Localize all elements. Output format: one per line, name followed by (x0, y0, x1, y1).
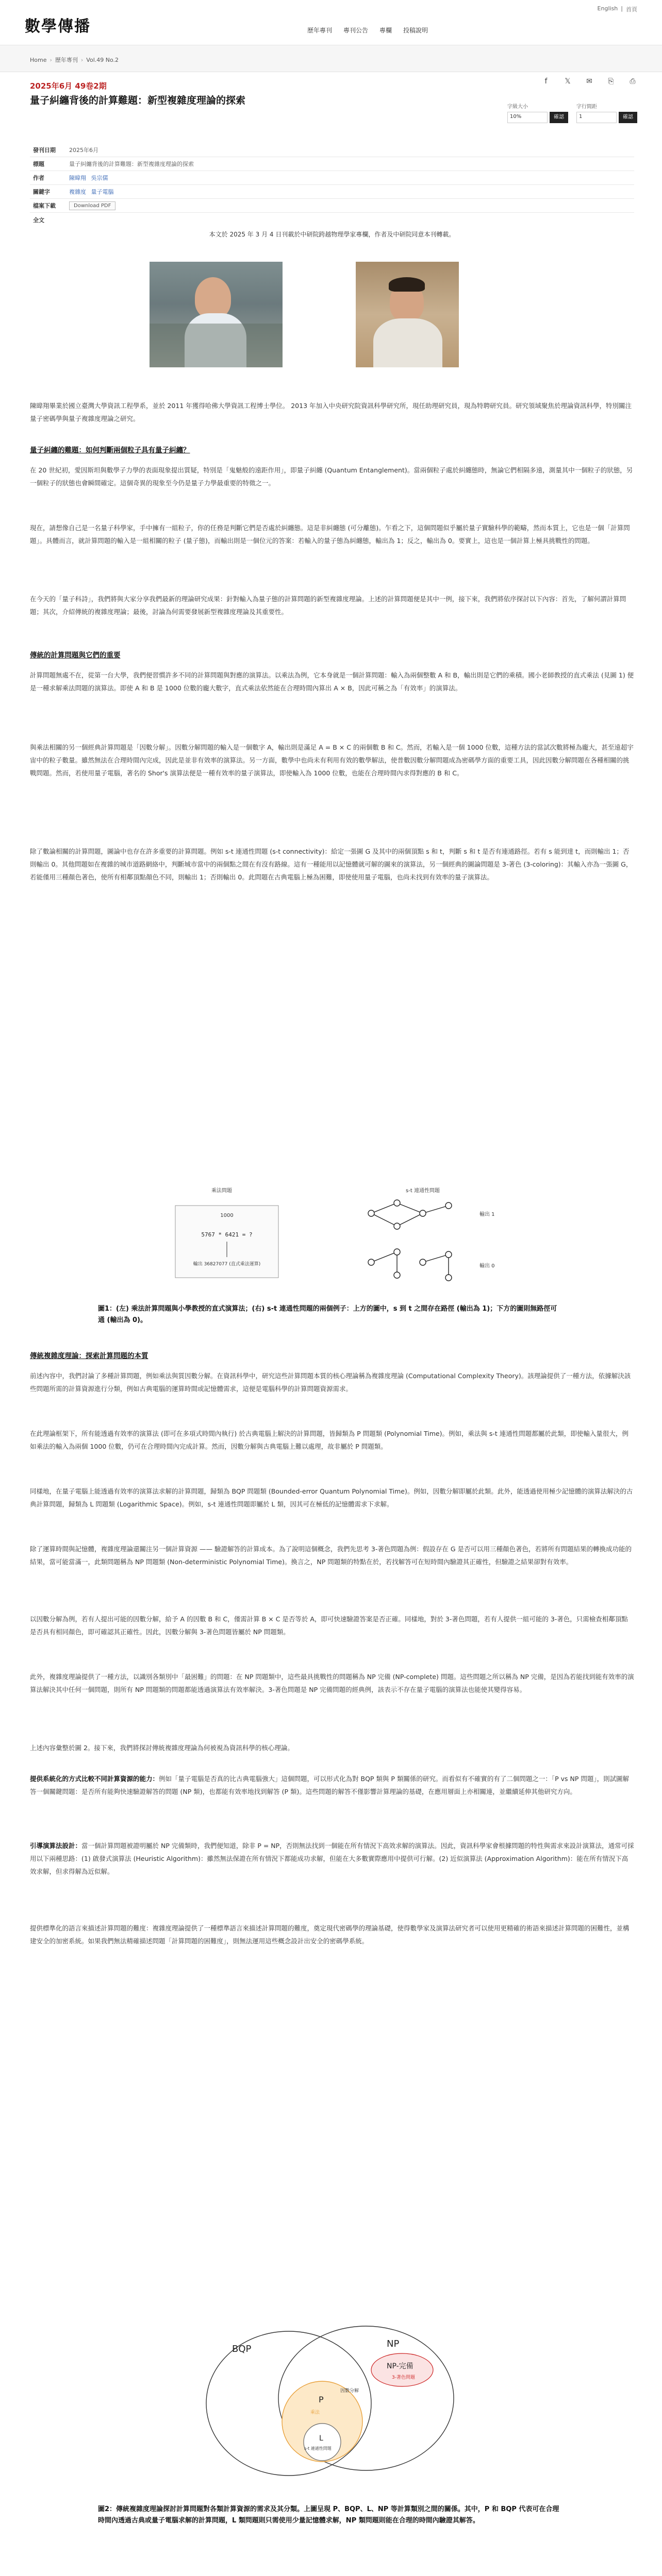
paragraph-text: 例如「量子電腦是否真的比古典電腦強大」這個問題，可以形式化為對 BQP 類與 P 類關係的研究。而看似有不確實的有了二個問題之一：「P vs NP 問題」，則試圖解答一個關鍵問題：是否所有能夠快速驗證解答的問題 (NP 類)，也都能有效率地找到解答 (P 類)。這些問題的解答不僅影響計算理論的基礎，在應用層面上亦相關連，並繼續延伸其他研究方向。 (30, 1775, 630, 1795)
breadcrumb-sep-icon: › (49, 56, 52, 63)
email-icon[interactable]: ✉ (586, 77, 592, 86)
breadcrumb-home[interactable]: Home (30, 56, 47, 63)
np-label: NP (387, 2338, 400, 2349)
meta-row (30, 171, 634, 185)
meta-key: 全文 (33, 216, 44, 224)
graph-disconnected (371, 1252, 449, 1278)
section-heading: 傳統複雜度理論：探索計算問題的本質 (30, 1352, 148, 1360)
article-head (0, 72, 662, 143)
meta-key: 檔案下載 (33, 202, 56, 209)
top-links (598, 5, 637, 13)
font-controls (507, 102, 637, 123)
line-height-label: 字行間距 (576, 104, 597, 110)
npc-label: NP-完備 (387, 2362, 413, 2370)
nav-item-columns[interactable]: 專欄 (379, 27, 392, 34)
paragraph-text: 同樣地，在量子電腦上能透過有效率的演算法求解的計算問題，歸類為 BQP 問題類 (Bounded-error Quantum Polynomial Time)。例如，因數分解即屬於此類。此外，能透過使用極少記憶體的演算法解決的古典計算問題，歸類為 L 問題類 (Logarithmic Space)。例如，s-t 連通性問題即屬於 L 類，因其可在極低的記憶體需求下求解。 (30, 1487, 633, 1508)
author-link[interactable]: 吳宗儒 (91, 175, 108, 181)
section-heading: 傳統的計算問題與它們的重要 (30, 651, 121, 659)
meta-key: 標題 (33, 161, 44, 167)
fig1-left-title: 乘法問題 (211, 1188, 232, 1194)
paragraph (30, 1741, 634, 1754)
paragraph (30, 1485, 634, 1511)
meta-key: 作者 (33, 175, 44, 181)
paragraph (30, 669, 634, 694)
paragraph-text: 在此理論框架下，所有能透過有效率的演算法 (即可在多項式時間內執行) 於古典電腦上解決的計算問題，皆歸類為 P 問題類 (Polynomial Time)。例如，乘法與 s-t 連通性問題都屬於此類，即使輸入量很大，例如乘法的輸入為兩個 1000 位數，仍可在合理時間內完成計算。然而，因數分解與古典電腦上難以處理，故非屬於 P 問題類。 (30, 1430, 628, 1450)
breadcrumb-issue[interactable]: Vol.49 No.2 (86, 56, 119, 63)
p-example: 乘法 (310, 2410, 320, 2415)
site-logo[interactable]: 數學傳播 (25, 18, 91, 36)
figure-1 (155, 1185, 507, 1293)
breadcrumb-bar (0, 45, 662, 72)
author-photo (150, 262, 283, 367)
meta-row (30, 185, 634, 199)
print-icon[interactable]: ⎙ (630, 77, 636, 86)
font-size-apply-button[interactable]: 確認 (550, 112, 568, 123)
meta-value (69, 201, 115, 210)
breadcrumb (30, 56, 119, 64)
paragraph-text: 上述內容彙整於圖 2。接下來，我們將探討傳統複雜度理論為何被視為資訊科學的核心理論。 (30, 1744, 294, 1752)
npc-example: 3-著色問題 (392, 2375, 415, 2380)
font-size-label: 字級大小 (507, 104, 528, 110)
paragraph-text: 在 20 世紀初，愛因斯坦與數學子力學的表面現象提出質疑，特別是「鬼魅般的遠距作用」，即量子糾纏 (Quantum Entanglement)。當兩個粒子處於糾纏態時，無論它們相隔多遠，測量其中一個粒子的狀態，另一個粒子的狀態也會瞬間確定。這個奇異的現象至今仍是量子力學最重要的特徵之一。 (30, 466, 633, 487)
paragraph-text: 當一個計算問題被證明屬於 NP 完備類時，我們便知道，除非 P = NP，否則無法找到一個能在所有情況下高效求解的演算法。因此，資訊科學家會根據問題的特性與需求來設計演算法，通常可採用以下兩種思路：(1) 啟發式演算法 (Heuristic Algorithm)：雖然無法保證在所有情況下都能成功求解，但能在大多數實際應用中提供可行解。(2) 近似演算法 (Approximation Algorithm)：能在所有情況下高效求解，但求得解為近似解。 (30, 1842, 634, 1875)
paragraph (30, 1369, 634, 1395)
line-height-select[interactable]: 1 (576, 112, 617, 123)
meta-key: 發刊日期 (33, 147, 56, 154)
article-title: 量子糾纏背後的計算難題：新型複雜度理論的探索 (30, 95, 246, 106)
paragraph (30, 1543, 634, 1568)
nav-item-submit[interactable]: 投稿說明 (403, 27, 428, 34)
graph-disconnected-nodes (368, 1249, 452, 1281)
share-icon[interactable]: ⎘ (608, 77, 614, 86)
paragraph (30, 592, 634, 618)
meta-row (30, 199, 634, 213)
paragraph (30, 1670, 634, 1696)
p-label: P (319, 2395, 324, 2404)
meta-value: 量子糾纏背後的計算難題：新型複雜度理論的探索 (69, 161, 194, 167)
paragraph (30, 845, 634, 884)
paragraph-text: 與乘法相關的另一個經典計算問題是「因數分解」。因數分解問題的輸入是一個數字 A，輸出則是滿足 A = B × C 的兩個數 B 和 C。然而，若輸入是一個 1000 位數，這種方法的當試次數將極為龐大，甚至遠超宇宙中的粒子數量。雖然無法在合理時間內完成，因此是並非有效率的演算法。另一方面，數學中也尚未有利用有效的數學解法，使普數因數分解問題成為密碼學方面的重要工具，因此因數分解問題在各種相關的挑戰問題。然而，若使用量子電腦，著名的 Shor's 演算法便是一種有效率的量子演算法，即使輸入為 1000 位數，也能在合理時間內求得對應的 B 和 C。 (30, 743, 634, 777)
paragraph-text: 前述內容中，我們討論了多種計算問題，例如乘法與質因數分解。在資訊科學中，研究這些計算問題本質的核心理論稱為複雜度理論 (Computational Complexity Theory)。該理論提供了一種方法，依據解決該些問題所需的計算資源進行分類，例如古典電腦的運算時間或記憶體需求，這便是電腦科學的計算問題資源需求。 (30, 1372, 631, 1393)
nav-item-announce[interactable]: 專刊公告 (343, 27, 369, 34)
font-size-group (507, 102, 568, 123)
line-height-group (576, 102, 637, 123)
fig1-graph-bottom-output: 輸出 0 (479, 1263, 495, 1269)
font-size-select[interactable]: 10% (507, 112, 548, 123)
paragraph (30, 399, 634, 425)
lang-link[interactable]: English (597, 5, 618, 12)
breadcrumb-archive[interactable]: 歷年專刊 (55, 57, 78, 63)
facebook-icon[interactable]: f (544, 77, 548, 86)
fig1-right-title: s-t 連通性問題 (406, 1188, 440, 1194)
paragraph-lead: 引導演算法設計： (30, 1842, 82, 1850)
twitter-icon[interactable]: 𝕏 (565, 77, 571, 86)
paragraph-text: 以因數分解為例，若有人提出可能的因數分解，給予 A 的因數 B 和 C，僅需計算 B × C 是否等於 A，即可快速驗證答案是否正確。同樣地，對於 3-著色問題，若有人提供一組可能的 3-著色，只需檢查相鄰頂點是否具有相同顏色，即可確認其正確性。因此，因數分解與 3-著色問題皆屬於 NP 問題類。 (30, 1615, 628, 1636)
divider: | (621, 5, 623, 12)
paragraph-text: 除了運算時間與記憶體，複雜度理論還關注另一個計算資源 —— 驗證解答的計算成本。為了說明這個概念，我們先思考 3-著色問題為例：假設存在 G 是否可以用三種顏色著色，若將所有問題結果的轉換成功能的結果，當可能當滿一，此類問題稱為 NP 問題類 (Non-deterministic Polynomial Time)。換言之，NP 問題類的特點在於，若找解答可在短時間內驗證其正確性，但驗證之結果卻對有效率。 (30, 1545, 632, 1566)
figure-2-caption: 圖2：傳統複雜度理論探討計算問題對各類計算資源的需求及其分類。上圖呈現 P、BQP、L、NP 等計算類別之間的關係。其中，P 和 BQP 代表可在合理時間內透過古典或量子電腦求解的計算問題，L 類問題則只需使用少量記憶體求解，NP 類問題則能在合理的時間內驗證其解答。 (98, 2505, 559, 2524)
meta-value (69, 188, 117, 196)
author-link[interactable]: 陳暐翔 (69, 175, 86, 181)
meta-row (30, 157, 634, 171)
meta-row (30, 143, 634, 157)
paragraph (30, 521, 634, 547)
paragraph (30, 1772, 634, 1798)
fig1-graph-top-output: 輸出 1 (479, 1212, 495, 1217)
lead-note: 本文於 2025 年 3 月 4 日刊載於中研院跨越物理學家專欄，作者及中研院同意本刊轉載。 (209, 231, 455, 238)
issue-label: 2025年6月 49卷2期 (30, 81, 107, 91)
main-nav (307, 26, 428, 35)
meta-value (69, 174, 111, 182)
meta-row (30, 213, 634, 227)
l-example: s-t 連通性問題 (304, 2446, 332, 2451)
bqp-label: BQP (232, 2344, 252, 2354)
line-height-apply-button[interactable]: 確認 (619, 112, 637, 123)
paragraph (30, 1427, 634, 1453)
bqp-example: 因數分解 (340, 2388, 359, 2394)
share-toolbar (541, 77, 637, 87)
figure-1-caption: 圖1：(左) 乘法計算問題與小學教授的直式演算法；(右) s-t 連通性問題的兩個例子：上方的圖中，s 到 t 之間存在路徑 (輸出為 1)；下方的圖則無路徑可通 (輸出為 0)。 (98, 1305, 557, 1324)
author-photo (356, 262, 459, 367)
graph-connected-nodes (368, 1200, 452, 1229)
paragraph-text: 計算問題無處不在，從第一台大學，我們便習慣許多不同的計算問題與對應的演算法。以乘法為例，它本身就是一個計算問題：輸入為兩個整數 A 和 B，輸出則是它們的乘積。國小老師教授的直式乘法 (見圖 1) 便是一種求解乘法問題的演算法。即使 A 和 B 是 1000 位數的龐大數字，直式乘法依然能在合理時間內算出 A × B，因此可稱之為「有效率」的演算法。 (30, 671, 634, 692)
paragraph (30, 464, 634, 489)
keyword-link[interactable]: 量子電腦 (91, 189, 114, 195)
paragraph-text: 陳暐翔畢業於國立臺灣大學資訊工程學系，並於 2011 年獲得哈佛大學資訊工程博士學位。 2013 年加入中央研究院資訊科學研究所，現任助理研究員，現為特聘研究員。研究領域聚焦於理論資訊科學，特別關注量子密碼學與量子複雜度理論之研究。 (30, 402, 632, 422)
nav-item-archive[interactable]: 歷年專刊 (307, 27, 333, 34)
paragraph-lead: 提供系統化的方式比較不同計算資源的能力： (30, 1775, 159, 1783)
graph-connected (371, 1203, 449, 1226)
figure-2 (201, 2321, 459, 2481)
paragraph-text: 此外，複雜度理論提供了一種方法，以識別各類別中「最困難」的問題：在 NP 問題類中，這些最具挑戰性的問題稱為 NP 完備 (NP-complete) 問題。這些問題之所以稱為 NP 完備，是因為若能找到能有效率的演算法解決其中任何一個問題，則所有 NP 問題類的問題都能透過演算法有效率解決。3-著色問題是 NP 完備問題的經典例，該表示不存在量子電腦的演算法也能使其變得容易。 (30, 1673, 634, 1693)
breadcrumb-sep-icon: › (80, 56, 84, 63)
paragraph (30, 1839, 634, 1878)
paragraph (30, 1613, 634, 1638)
meta-value: 2025年6月 (69, 147, 98, 154)
home-link[interactable]: 首頁 (626, 6, 637, 13)
paragraph-text: 現在，請想像自己是一名量子科學家，手中擁有一組粒子，你的任務是判斷它們是否處於糾纏態。這是非糾纏態 (可分離態)。乍看之下，這個問題似乎屬於量子實驗科學的範疇，然而本質上，它也是一個「計算問題」。具體而言，就計算問題的輸入是一組相關的粒子 (量子態)，而輸出則是一個位元的答案：若輸入的量子態為糾纏態，輸出為 1；反之，輸出為 0。要實上，這也是一個計算上極具挑戰性的問題。 (30, 524, 630, 545)
fig1-mult-answer: 輸出 36827077 (直式乘法運算) (193, 1262, 261, 1267)
site-header (0, 0, 662, 45)
download-pdf-button[interactable]: Download PDF (69, 201, 115, 210)
section-heading: 量子糾纏的難題：如何判斷兩個粒子具有量子糾纏？ (30, 446, 190, 454)
paragraph (30, 741, 634, 779)
paragraph-text: 除了數論相關的計算問題，圖論中也存在許多重要的計算問題。例如 s-t 連通性問題 (s-t connectivity)：給定一張圖 G 及其中的兩個頂點 s 和 t，判斷 s 和 t 是否有連通路徑。若有 s 能到達 t，而則輸出 1；否則輸出 0。其他問題如在複雜的城市道路網絡中，判斷城市當中的兩個點之間在有沒有路線。這有一種能用以記憶體就可解的圖來的演算法，另一個經典的圖論問題是 3-著色 (3-coloring)：其輸入亦為一張圖 G，若能僅用三種顏色著色，使所有相鄰頂點顏色不同，則輸出 1；否則輸出 0。此問題在古典電腦上極為困難，即使使用量子電腦，也尚未找到有效率的量子演算法。 (30, 848, 633, 881)
paragraph-text: 在今天的「量子科詩」，我們將與大家分享我們最新的理論研究成果：針對輸入為量子態的計算問題的新型複雜度理論。上述的計算問題便是其中一例，接下來，我們將依序探討以下內容：首先，了解何謂計算問題；其次，介紹傳統的複雜度理論；最後，討論為何需要發展新型複雜度理論及其重要性。 (30, 595, 626, 616)
keyword-link[interactable]: 複雜度 (69, 189, 86, 195)
meta-key: 關鍵字 (33, 189, 50, 195)
fig1-mult-expr: 5767 * 6421 = ? (201, 1231, 253, 1238)
fig1-mult-top: 1000 (220, 1213, 234, 1218)
l-label: L (319, 2434, 323, 2443)
paragraph-text: 提供標準化的語言來描述計算問題的難度：複雜度理論提供了一種標準語言來描述計算問題的難度，奠定現代密碼學的理論基礎，使得數學家及演算法研究者可以使用更精確的術語來描述計算問題的困難性，並構建安全的加密系統。如果我們無法精確描述問題「計算問題的困難度」，則無法運用這些概念設計出安全的密碼學系統。 (30, 1924, 630, 1945)
paragraph (30, 1922, 634, 1947)
article-meta-table (30, 143, 634, 227)
